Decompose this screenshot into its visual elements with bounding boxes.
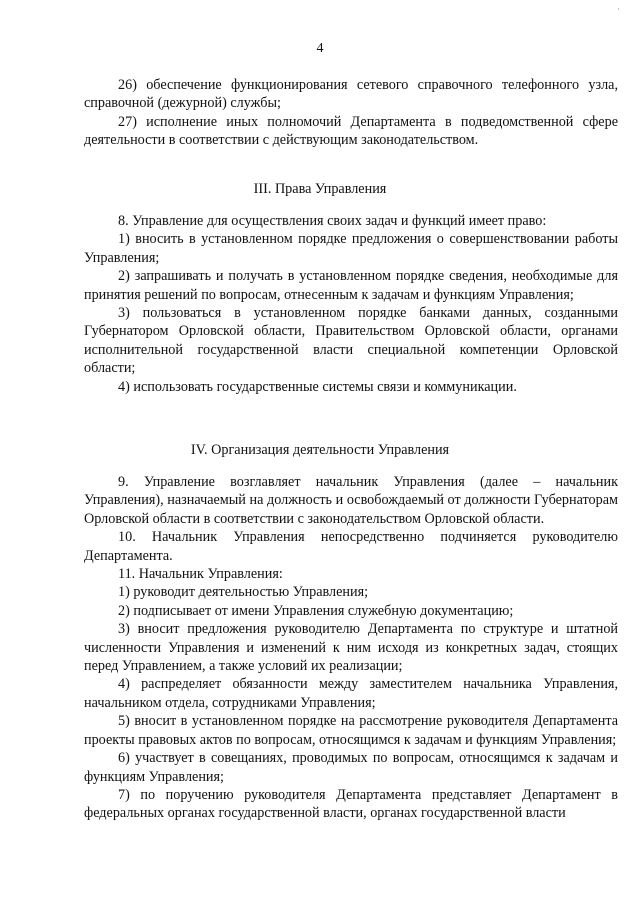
list-item: 27) исполнение иных полномочий Департамента в подведомственной сфере деятельности в соответствии с действующим законодательством. — [84, 113, 618, 149]
list-item: 3) пользоваться в установленном порядке банками данных, созданными Губернатором Орловской области, Правительством Орловской области, органами исполнительной государственной власти специальной компетенции Орловской области; — [84, 305, 618, 377]
intro-list — [84, 76, 618, 150]
list-item: 4) использовать государственные системы связи и коммуникации. — [118, 378, 517, 395]
list-item: 7) по поручению руководителя Департамента представляет Департамент в федеральных органах государственной власти, органах государственной власти — [84, 786, 618, 822]
list-item: 3) вносит предложения руководителю Департамента по структуре и штатной численности Управления и изменений к ним исходя из конкретных задач, стоящих перед Управлением, а также условий их реализации; — [84, 621, 618, 675]
list-item: 2) запрашивать и получать в установленном порядке сведения, необходимые для принятия решений по вопросам, отнесенным к задачам и функциям Управления; — [84, 268, 618, 303]
paragraph: 8. Управление для осуществления своих задач и функций имеет право: — [118, 213, 547, 229]
list-item: 5) вносит в установленном порядке на рассмотрение руководителя Департамента проекты правовых актов по вопросам, относящимся к задачам и функциям Управления; — [84, 713, 618, 748]
paragraph: 10. Начальник Управления непосредственно подчиняется руководителю Департамента. — [84, 529, 618, 564]
list-item: 2) подписывает от имени Управления служебную документацию; — [118, 602, 514, 619]
section-rights-body — [84, 212, 618, 396]
paragraph: 9. Управление возглавляет начальник Управления (далее – начальник Управления), назначаемый на должность и освобождаемый от должности Губернаторам Орловской области в соответствии с законодательством Орловской области. — [84, 474, 618, 527]
section-organization-body — [84, 473, 618, 823]
corner-mark: · — [617, 4, 620, 14]
list-item: 1) руководит деятельностью Управления; — [118, 584, 369, 601]
paragraph: 11. Начальник Управления: — [118, 566, 283, 583]
list-item: 26) обеспечение функционирования сетевого справочного телефонного узла, справочной (дежурной) службы; — [84, 77, 618, 112]
list-item: 1) вносить в установленном порядке предложения о совершенствовании работы Управления; — [84, 231, 618, 266]
page-number: 4 — [316, 41, 324, 56]
section-heading-organization: IV. Организация деятельности Управления — [190, 442, 450, 458]
list-item: 6) участвует в совещаниях, проводимых по вопросам, относящимся к задачам и функциям Управления; — [84, 750, 618, 785]
section-heading-rights: III. Права Управления — [253, 181, 387, 197]
list-item: 4) распределяет обязанности между заместителем начальника Управления, начальником отдела, сотрудниками Управления; — [84, 676, 618, 711]
